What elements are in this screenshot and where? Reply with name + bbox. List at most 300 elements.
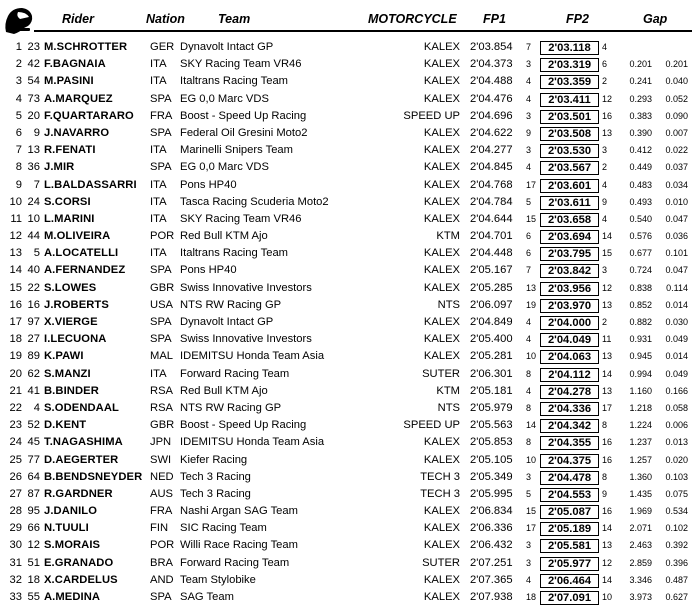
table-row <box>0 262 692 279</box>
position: 20 <box>9 367 22 380</box>
rider-number: 5 <box>33 247 40 260</box>
fp2-time: 2'04.342 <box>540 419 599 433</box>
rider-name: I.LECUONA <box>44 333 107 346</box>
table-row <box>0 589 692 606</box>
gap-first: 3.346 <box>629 574 652 585</box>
team-name: SKY Racing Team VR46 <box>180 212 302 225</box>
fp2-lap: 6 <box>602 59 608 70</box>
team-name: Dynavolt Intact GP <box>180 316 274 328</box>
rider-number: 24 <box>27 195 40 208</box>
fp2-lap: 14 <box>602 368 613 379</box>
table-row <box>0 503 692 520</box>
fp1-lap: 10 <box>526 454 537 465</box>
rider-number: 7 <box>33 178 40 191</box>
gap-first: 1.218 <box>629 402 652 413</box>
gap-first: 2.071 <box>629 523 652 534</box>
fp1-time: 2'05.563 <box>470 419 513 432</box>
gap-first: 2.859 <box>629 557 652 568</box>
fp2-lap: 11 <box>602 334 612 345</box>
rider-number: 44 <box>27 230 40 243</box>
team-name: Swiss Innovative Investors <box>180 281 312 294</box>
header-fp1: FP1 <box>483 12 506 26</box>
table-header <box>0 0 692 38</box>
gap-previous: 0.037 <box>665 162 688 173</box>
gap-first: 0.483 <box>629 179 652 190</box>
fp1-time: 2'03.854 <box>470 41 513 53</box>
header-rider: Rider <box>62 12 94 26</box>
motorcycle: KALEX <box>423 453 460 466</box>
nation: GER <box>150 41 175 53</box>
fp1-lap: 7 <box>526 265 532 276</box>
table-row <box>0 555 692 572</box>
team-name: Red Bull KTM Ajo <box>180 384 268 397</box>
fp2-time: 2'04.355 <box>540 436 599 450</box>
nation: MAL <box>150 350 174 363</box>
gap-previous: 0.102 <box>665 523 688 534</box>
motorcycle: KTM <box>436 384 460 397</box>
fp1-time: 2'05.181 <box>470 384 513 397</box>
fp2-lap: 4 <box>602 213 608 224</box>
table-row <box>0 177 692 194</box>
motorcycle: KALEX <box>423 281 460 294</box>
nation: AND <box>150 573 174 586</box>
motorcycle: KALEX <box>423 92 460 105</box>
team-name: Marinelli Snipers Team <box>180 144 293 157</box>
rider-number: 4 <box>33 401 40 414</box>
gap-first: 0.945 <box>629 351 652 362</box>
rider-number: 36 <box>27 161 40 174</box>
fp2-lap: 8 <box>602 471 608 482</box>
fp1-time: 2'05.167 <box>470 264 513 277</box>
fp2-time: 2'03.601 <box>540 179 599 193</box>
gap-first: 0.293 <box>629 93 652 104</box>
rider-name: B.BENDSNEYDER <box>44 470 143 483</box>
fp2-time: 2'03.956 <box>540 282 599 296</box>
fp1-time: 2'05.853 <box>470 436 513 449</box>
rider-name: S.MORAIS <box>44 539 101 552</box>
fp1-time: 2'06.336 <box>470 522 513 535</box>
nation: SPA <box>150 264 172 277</box>
fp2-lap: 16 <box>602 454 613 465</box>
table-row <box>0 331 692 348</box>
table-row <box>0 537 692 554</box>
team-name: NTS RW Racing GP <box>180 401 282 414</box>
rider-name: S.ODENDAAL <box>44 401 119 414</box>
fp2-lap: 8 <box>602 420 608 431</box>
team-name: EG 0,0 Marc VDS <box>180 92 269 105</box>
fp1-lap: 4 <box>526 317 532 327</box>
team-name: Pons HP40 <box>180 178 237 191</box>
gap-first: 1.360 <box>629 471 652 482</box>
motorcycle: KALEX <box>423 264 460 277</box>
gap-previous: 0.101 <box>665 248 688 259</box>
fp1-lap: 4 <box>526 162 532 173</box>
fp2-time: 2'03.567 <box>540 161 599 175</box>
header-nation: Nation <box>146 12 185 26</box>
fp2-time: 2'03.359 <box>540 75 599 89</box>
position: 17 <box>9 316 22 328</box>
fp2-lap: 16 <box>602 110 613 121</box>
table-row <box>0 280 692 297</box>
nation: POR <box>150 230 175 243</box>
fp2-lap: 10 <box>602 592 613 602</box>
nation: ITA <box>150 178 167 191</box>
position: 3 <box>15 75 22 88</box>
fp1-lap: 8 <box>526 368 532 379</box>
nation: ITA <box>150 195 167 208</box>
fp1-time: 2'05.349 <box>470 470 513 483</box>
table-row <box>0 56 692 73</box>
rider-name: N.TUULI <box>44 522 89 535</box>
nation: ITA <box>150 58 167 71</box>
table-row <box>0 125 692 142</box>
rider-number: 77 <box>27 453 40 466</box>
fp2-lap: 16 <box>602 437 613 448</box>
fp2-time: 2'03.970 <box>540 299 599 313</box>
fp2-time: 2'04.112 <box>540 368 599 382</box>
table-row <box>0 452 692 469</box>
motorcycle: KALEX <box>423 126 460 139</box>
fp1-lap: 3 <box>526 540 532 551</box>
gap-first: 0.383 <box>629 110 652 121</box>
gap-previous: 0.034 <box>665 179 688 190</box>
rider-name: J.DANILO <box>44 505 98 518</box>
team-name: Boost - Speed Up Racing <box>180 419 307 432</box>
table-row <box>0 366 692 383</box>
team-name: Forward Racing Team <box>180 556 290 569</box>
motorcycle: KALEX <box>423 75 460 88</box>
fp2-lap: 3 <box>602 145 608 156</box>
fp2-lap: 12 <box>602 282 613 293</box>
gap-first: 1.160 <box>629 385 652 396</box>
gap-previous: 0.052 <box>665 93 688 104</box>
fp1-time: 2'07.365 <box>470 573 513 586</box>
fp2-time: 2'03.411 <box>540 93 599 107</box>
rider-name: F.BAGNAIA <box>44 58 106 71</box>
rider-number: 22 <box>27 281 40 294</box>
nation: SPA <box>150 92 172 105</box>
gap-first: 1.969 <box>629 506 652 517</box>
header-gap: Gap <box>643 12 668 26</box>
fp1-time: 2'04.476 <box>470 92 513 105</box>
fp1-lap: 8 <box>526 402 532 413</box>
fp1-time: 2'05.979 <box>470 401 513 414</box>
fp1-lap: 4 <box>526 93 532 104</box>
rider-number: 87 <box>27 487 40 500</box>
rider-number: 51 <box>27 556 40 569</box>
rider-number: 23 <box>27 41 40 53</box>
fp1-lap: 3 <box>526 110 532 121</box>
gap-previous: 0.090 <box>665 110 688 121</box>
position: 24 <box>9 436 22 449</box>
team-name: Kiefer Racing <box>180 453 248 466</box>
motorcycle: KALEX <box>423 333 460 346</box>
rider-name: S.CORSI <box>44 195 91 208</box>
nation: RSA <box>150 384 174 397</box>
fp1-time: 2'04.845 <box>470 161 513 174</box>
gap-previous: 0.022 <box>665 145 688 156</box>
rider-name: X.CARDELUS <box>44 573 118 586</box>
rider-number: 95 <box>27 505 40 518</box>
fp2-lap: 12 <box>602 93 613 104</box>
nation: RSA <box>150 401 174 414</box>
rider-number: 54 <box>27 75 40 88</box>
motorcycle: NTS <box>437 401 460 414</box>
fp1-time: 2'05.285 <box>470 281 513 294</box>
table-row <box>0 142 692 159</box>
gap-previous: 0.047 <box>665 213 688 224</box>
position: 16 <box>9 298 22 311</box>
table-row <box>0 383 692 400</box>
gap-first: 0.724 <box>629 265 652 276</box>
table-row <box>0 245 692 262</box>
nation: SPA <box>150 333 172 346</box>
fp1-time: 2'04.768 <box>470 178 513 191</box>
fp1-time: 2'04.448 <box>470 247 513 260</box>
rider-name: J.MIR <box>44 161 75 174</box>
position: 11 <box>10 212 22 225</box>
fp2-time: 2'03.530 <box>540 144 599 158</box>
header-fp2: FP2 <box>566 12 589 26</box>
fp1-time: 2'04.701 <box>470 230 513 243</box>
fp1-time: 2'04.622 <box>470 126 513 139</box>
table-row <box>0 91 692 108</box>
fp2-time: 2'03.694 <box>540 230 599 244</box>
fp1-lap: 3 <box>526 59 532 70</box>
fp2-time: 2'03.501 <box>540 110 599 124</box>
rider-name: S.MANZI <box>44 367 91 380</box>
gap-first: 0.931 <box>629 334 652 345</box>
gap-previous: 0.534 <box>665 506 688 517</box>
nation: SPA <box>150 316 172 328</box>
fp2-lap: 2 <box>602 317 608 327</box>
nation: AUS <box>150 487 174 500</box>
position: 1 <box>15 41 22 53</box>
nation: ITA <box>150 75 167 88</box>
gap-first: 0.412 <box>629 145 652 156</box>
rider-name: L.MARINI <box>44 212 95 225</box>
gap-previous: 0.040 <box>665 76 688 87</box>
team-name: IDEMITSU Honda Team Asia <box>180 350 325 363</box>
fp2-time: 2'04.375 <box>540 454 599 468</box>
motorcycle: SPEED UP <box>403 419 460 432</box>
fp1-time: 2'06.432 <box>470 539 513 552</box>
fp2-time: 2'03.611 <box>540 196 599 210</box>
rider-name: M.OLIVEIRA <box>44 230 111 243</box>
fp1-time: 2'05.400 <box>470 333 513 346</box>
fp2-lap: 2 <box>602 162 608 173</box>
team-name: Italtrans Racing Team <box>180 247 288 260</box>
fp1-lap: 17 <box>526 179 537 190</box>
fp1-lap: 5 <box>526 488 532 499</box>
team-name: Tech 3 Racing <box>180 470 251 483</box>
gap-previous: 0.201 <box>665 59 688 70</box>
fp2-lap: 13 <box>602 127 613 138</box>
fp1-lap: 17 <box>526 523 537 534</box>
fp1-lap: 8 <box>526 437 532 448</box>
fp2-lap: 13 <box>602 385 613 396</box>
motorcycle: KTM <box>436 230 460 243</box>
gap-previous: 0.114 <box>666 282 688 293</box>
fp1-lap: 3 <box>526 557 532 568</box>
team-name: Tasca Racing Scuderia Moto2 <box>180 195 329 208</box>
position: 12 <box>9 230 22 243</box>
gap-previous: 0.392 <box>665 540 688 551</box>
table-row <box>0 228 692 245</box>
table-row <box>0 486 692 503</box>
rider-name: R.FENATI <box>44 144 96 157</box>
rider-name: L.BALDASSARRI <box>44 178 137 191</box>
fp2-lap: 16 <box>602 506 613 517</box>
position: 5 <box>15 109 22 122</box>
rider-number: 73 <box>27 92 40 105</box>
nation: ITA <box>150 367 167 380</box>
motorcycle: SUTER <box>422 367 460 380</box>
motorcycle: KALEX <box>423 58 460 71</box>
position: 7 <box>15 144 22 157</box>
position: 10 <box>9 195 22 208</box>
motorcycle: SUTER <box>422 556 460 569</box>
gap-previous: 0.058 <box>665 402 688 413</box>
fp2-time: 2'05.977 <box>540 557 599 571</box>
team-name: Pons HP40 <box>180 264 237 277</box>
position: 31 <box>9 556 22 569</box>
rider-number: 9 <box>33 126 40 139</box>
fp1-time: 2'04.644 <box>470 212 513 225</box>
gap-first: 0.241 <box>629 76 652 87</box>
nation: GBR <box>150 281 175 294</box>
table-row <box>0 348 692 365</box>
fp2-lap: 13 <box>602 351 613 362</box>
fp2-lap: 14 <box>602 231 613 242</box>
gap-first: 0.540 <box>629 213 652 224</box>
results-table <box>0 39 692 606</box>
nation: SWI <box>150 453 172 466</box>
gap-previous: 0.014 <box>665 351 688 362</box>
rider-number: 66 <box>27 522 40 535</box>
position: 4 <box>15 92 22 105</box>
gap-first: 0.994 <box>629 368 652 379</box>
gap-first: 0.882 <box>629 317 652 327</box>
gap-previous: 0.013 <box>665 437 688 448</box>
rider-name: X.VIERGE <box>44 316 98 328</box>
gap-previous: 0.396 <box>665 557 688 568</box>
fp2-time: 2'05.189 <box>540 522 599 536</box>
fp1-time: 2'04.373 <box>470 58 513 71</box>
team-name: Federal Oil Gresini Moto2 <box>180 126 308 139</box>
motorcycle: KALEX <box>423 41 460 53</box>
motorcycle: TECH 3 <box>420 487 460 500</box>
motorcycle: KALEX <box>423 161 460 174</box>
motorcycle: KALEX <box>423 591 460 603</box>
fp1-lap: 3 <box>526 471 532 482</box>
fp1-lap: 4 <box>526 76 532 87</box>
fp2-time: 2'04.336 <box>540 402 599 416</box>
rider-number: 12 <box>27 539 40 552</box>
table-row <box>0 108 692 125</box>
nation: ITA <box>150 144 167 157</box>
fp1-time: 2'07.251 <box>470 556 513 569</box>
rider-name: R.GARDNER <box>44 487 113 500</box>
motorcycle: KALEX <box>423 212 460 225</box>
fp2-time: 2'04.478 <box>540 471 599 485</box>
gap-previous: 0.047 <box>665 265 688 276</box>
motorcycle: KALEX <box>423 505 460 518</box>
nation: SPA <box>150 591 172 603</box>
fp2-lap: 2 <box>602 76 608 87</box>
table-row <box>0 39 692 56</box>
fp2-time: 2'03.508 <box>540 127 599 141</box>
position: 6 <box>15 126 22 139</box>
fp1-lap: 14 <box>526 420 537 431</box>
gap-previous: 0.075 <box>665 488 688 499</box>
team-name: SAG Team <box>180 591 234 603</box>
table-row <box>0 314 692 331</box>
table-row <box>0 520 692 537</box>
fp1-lap: 4 <box>526 385 532 396</box>
fp1-lap: 19 <box>526 299 537 310</box>
gap-first: 1.224 <box>629 420 652 431</box>
fp2-time: 2'03.118 <box>540 41 599 55</box>
fp2-time: 2'05.087 <box>540 505 599 519</box>
team-name: Italtrans Racing Team <box>180 75 288 88</box>
nation: ITA <box>150 247 167 260</box>
position: 30 <box>9 539 22 552</box>
motorcycle: KALEX <box>423 178 460 191</box>
rider-number: 62 <box>27 367 40 380</box>
position: 15 <box>9 281 22 294</box>
motorcycle: KALEX <box>423 316 460 328</box>
fp1-time: 2'04.696 <box>470 109 513 122</box>
fp2-lap: 13 <box>602 540 613 551</box>
rider-number: 55 <box>27 591 40 603</box>
team-name: Team Stylobike <box>180 573 256 586</box>
fp1-lap: 4 <box>526 574 532 585</box>
gap-first: 1.435 <box>629 488 652 499</box>
motorcycle: KALEX <box>423 144 460 157</box>
header-team: Team <box>218 12 251 26</box>
table-row <box>0 572 692 589</box>
fp2-time: 2'03.795 <box>540 247 599 261</box>
position: 9 <box>15 178 22 191</box>
rider-name: E.GRANADO <box>44 556 114 569</box>
position: 23 <box>9 419 22 432</box>
team-name: EG 0,0 Marc VDS <box>180 161 269 174</box>
rider-name: A.MEDINA <box>44 591 101 603</box>
gap-previous: 0.627 <box>665 592 688 602</box>
fp2-time: 2'03.658 <box>540 213 599 227</box>
team-name: Swiss Innovative Investors <box>180 333 312 346</box>
fp2-lap: 14 <box>602 574 613 585</box>
rider-number: 13 <box>27 144 40 157</box>
nation: GBR <box>150 419 175 432</box>
table-row <box>0 469 692 486</box>
motorcycle: TECH 3 <box>420 470 460 483</box>
fp2-lap: 13 <box>602 299 613 310</box>
position: 27 <box>9 487 22 500</box>
team-name: Dynavolt Intact GP <box>180 41 274 53</box>
gap-previous: 0.103 <box>665 471 688 482</box>
motorcycle: KALEX <box>423 573 460 586</box>
nation: NED <box>150 470 174 483</box>
team-name: SKY Racing Team VR46 <box>180 58 302 71</box>
team-name: Red Bull KTM Ajo <box>180 230 268 243</box>
rider-name: S.LOWES <box>44 281 97 294</box>
fp1-lap: 5 <box>526 196 532 207</box>
gap-first: 0.390 <box>629 127 652 138</box>
team-name: SIC Racing Team <box>180 522 267 535</box>
fp1-lap: 9 <box>526 127 532 138</box>
